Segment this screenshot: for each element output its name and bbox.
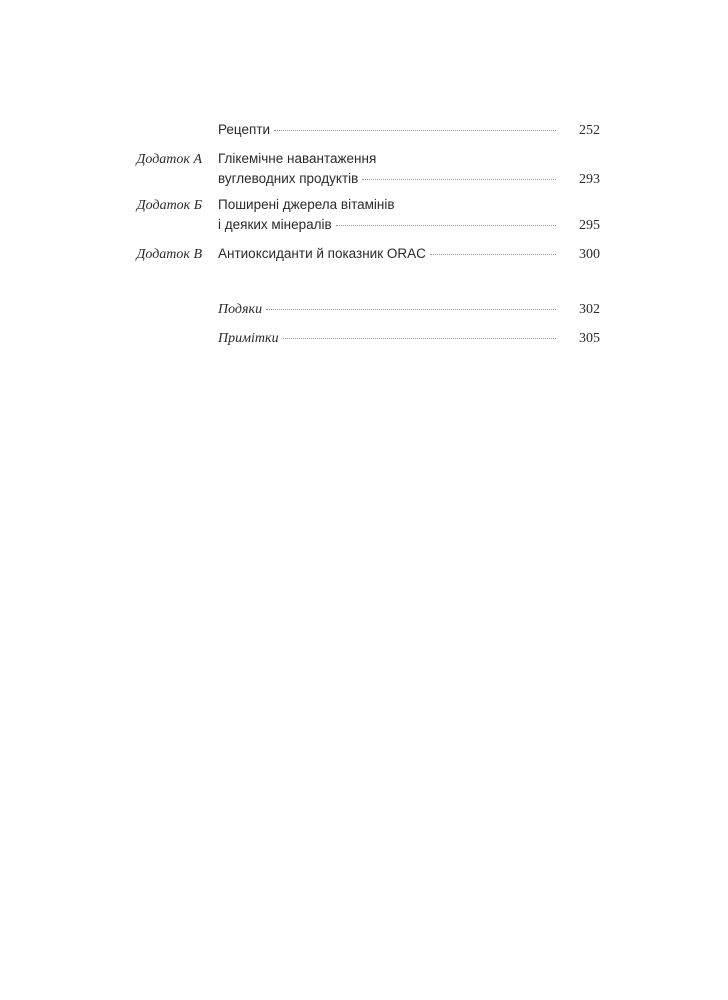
dot-leader (362, 179, 556, 180)
toc-page-number: 305 (579, 331, 600, 346)
dot-leader (430, 254, 556, 255)
toc-page-number: 302 (579, 302, 600, 317)
toc-line (218, 331, 600, 351)
toc-line (218, 197, 600, 217)
toc-line (218, 171, 600, 191)
toc-line (218, 302, 600, 322)
toc-line (218, 122, 600, 142)
toc-entry-title-continued: і деяких мінералів (218, 217, 332, 232)
toc-entry-title-continued: вуглеводних продуктів (218, 171, 359, 186)
dot-leader (266, 309, 556, 310)
dot-leader (336, 225, 556, 226)
toc-page-number: 300 (579, 247, 600, 262)
toc-entry-title: Подяки (218, 302, 263, 317)
toc-line (218, 246, 600, 266)
toc-page-number: 252 (579, 123, 600, 138)
dot-leader (274, 130, 556, 131)
toc-entry-title: Глікемічне навантаження (218, 151, 377, 166)
toc-entry-label: Додаток Б (136, 198, 202, 213)
toc-page-number: 295 (579, 218, 600, 233)
toc-line (218, 217, 600, 237)
toc-entry-title: Поширені джерела вітамінів (218, 197, 395, 212)
toc-entry-label: Додаток А (136, 152, 202, 167)
toc-line (218, 151, 600, 171)
dot-leader (283, 338, 556, 339)
toc-entry-title: Рецепти (218, 122, 271, 137)
toc-entry-title: Антиоксиданти й показник ORAC (218, 246, 426, 261)
toc-entry-label: Додаток В (136, 247, 202, 262)
toc-page-number: 293 (579, 172, 600, 187)
toc-entry-title: Примітки (218, 331, 279, 346)
